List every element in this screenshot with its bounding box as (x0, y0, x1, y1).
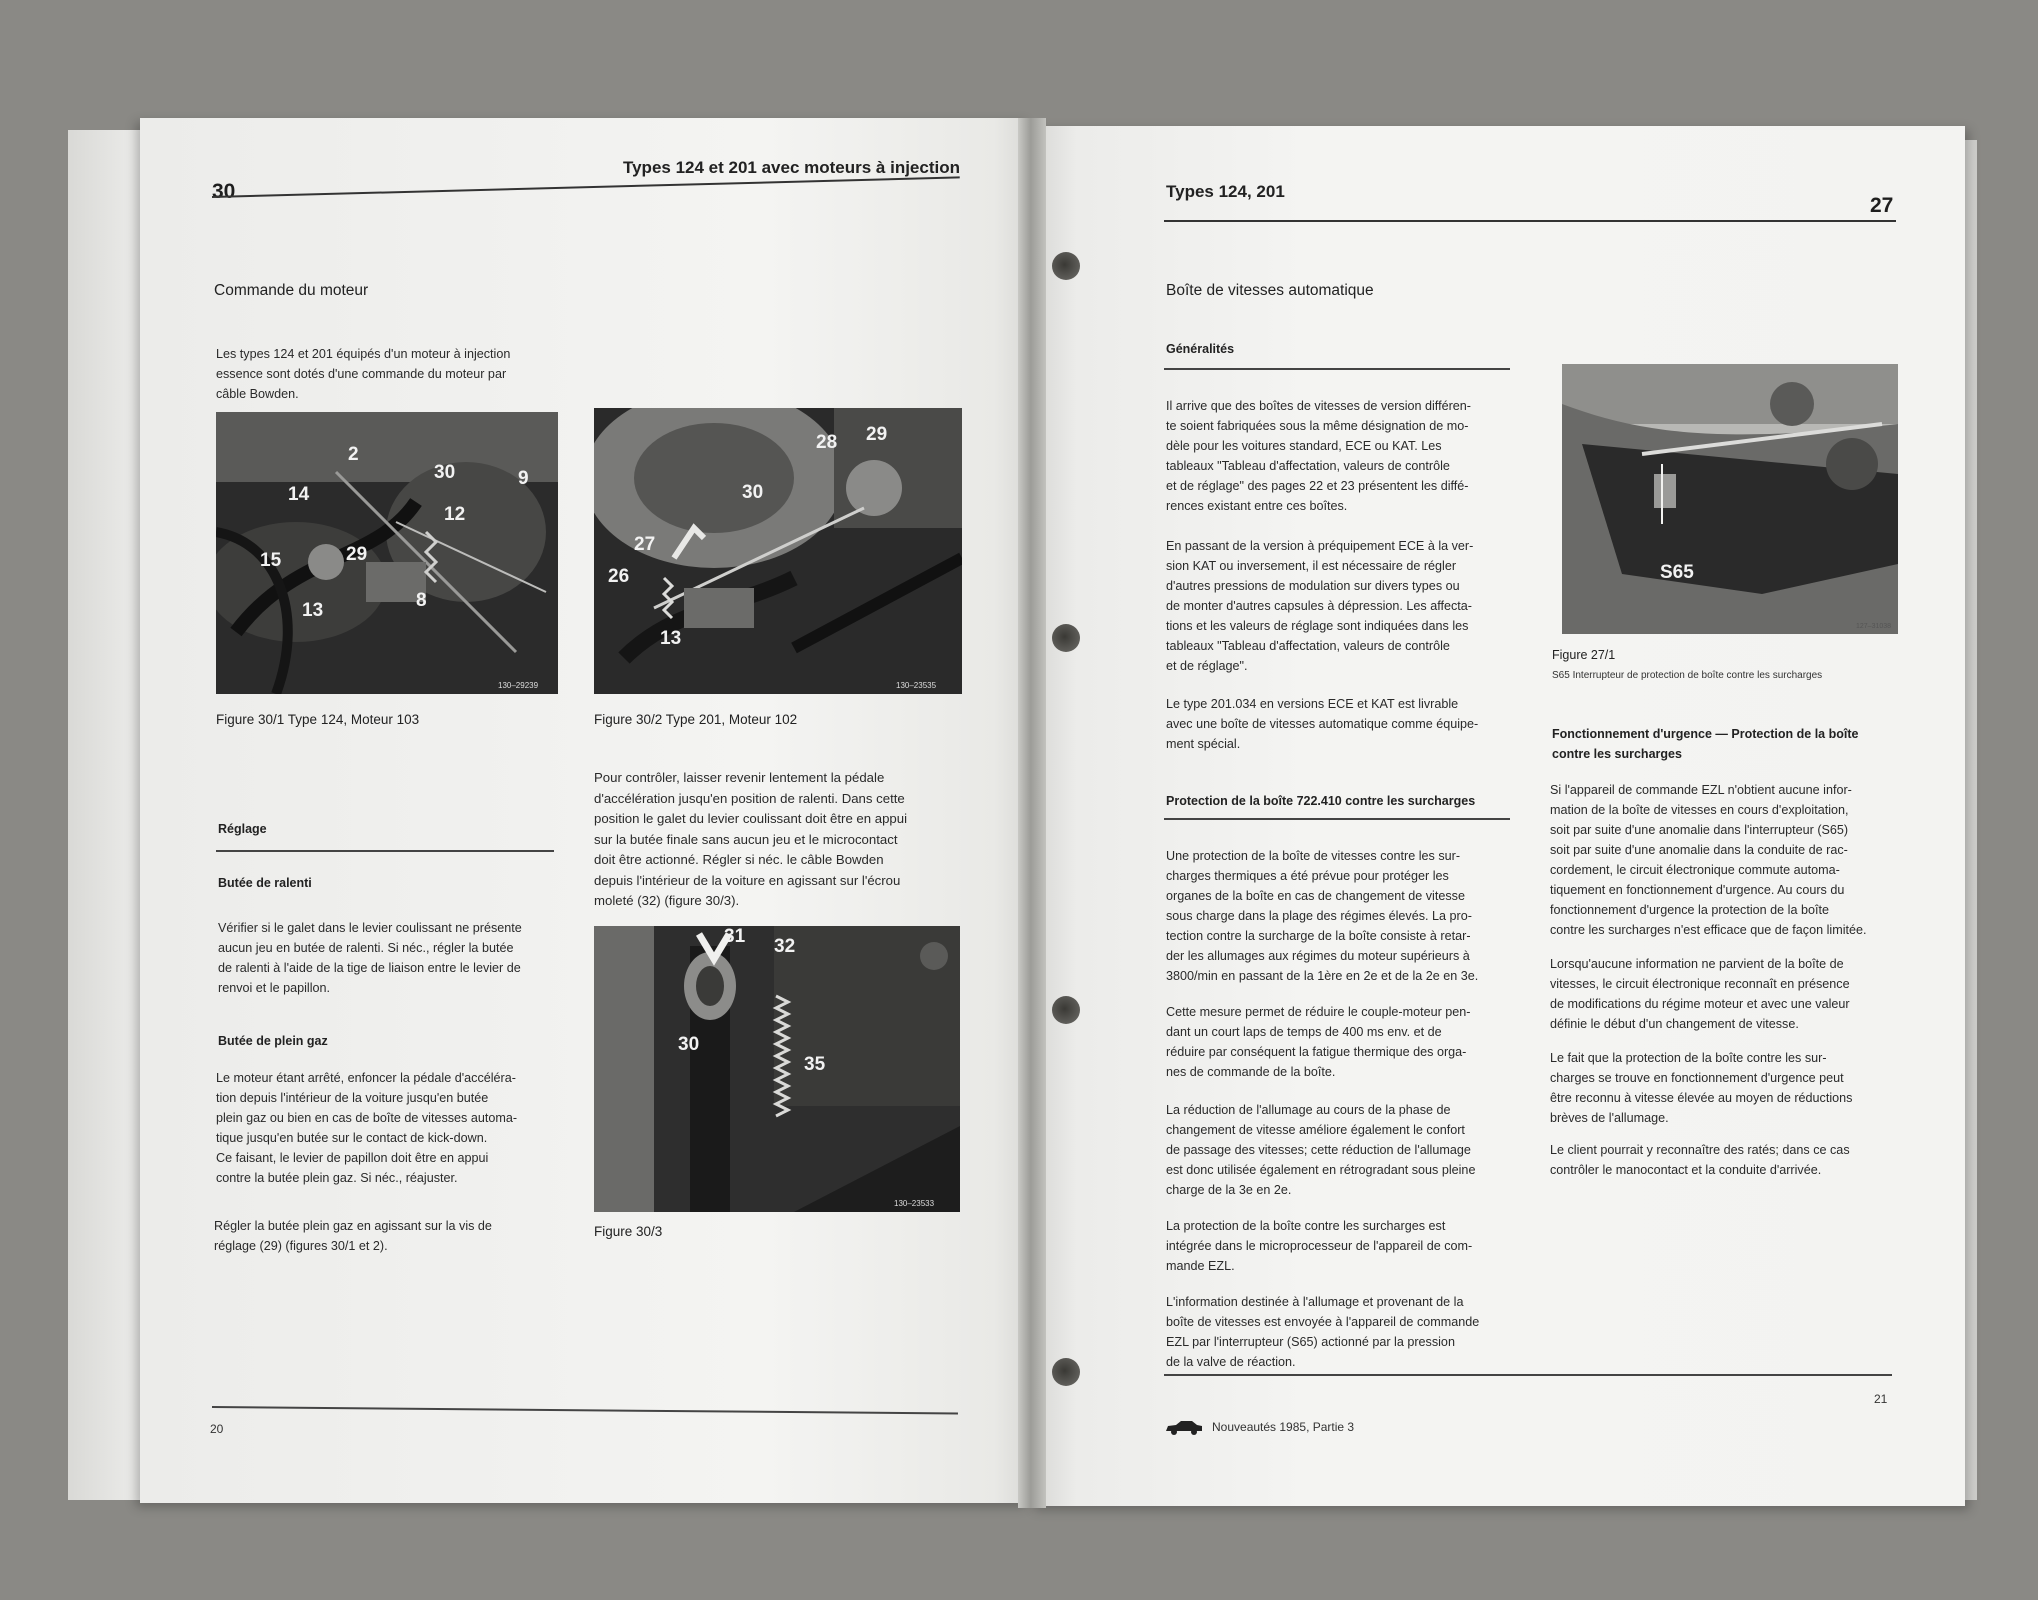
protection-paragraph-4: La protection de la boîte contre les surcharges est intégrée dans le microprocesseur de l'appareil de com- mande EZL. (1166, 1219, 1473, 1273)
pleingaz-heading: Butée de plein gaz (218, 1034, 328, 1048)
urgence-paragraph-2: Lorsqu'aucune information ne parvient de la boîte de vitesses, le circuit électronique reconnaît en présence de modifications du régime moteur et avec une valeur définie le début d'un changement de vitesse. (1550, 957, 1850, 1031)
ralenti-heading: Butée de ralenti (218, 876, 312, 890)
figure-30-2-code: 130–23535 (896, 681, 937, 690)
footer-page-number: 21 (1874, 1392, 1888, 1406)
figure-30-1-label: 9 (518, 468, 529, 489)
figure-30-1-label: 29 (346, 544, 368, 565)
figure-30-2-label: 27 (634, 534, 656, 555)
footer-title: Nouveautés 1985, Partie 3 (1212, 1420, 1355, 1434)
generalites-paragraph-2: En passant de la version à préquipement ECE à la ver- sion KAT ou inversement, il est nécessaire de régler d'autres pressions de modulation sur divers types ou de monter d'autres capsules à dépression. Les affecta- tions et les valeurs de réglage sont indiquées dans les tableaux "Tableau d'affectation, valeurs de contrôle et de réglage". (1166, 539, 1474, 673)
figure-30-2-label: 13 (660, 628, 682, 649)
figure-30-1-label: 14 (288, 484, 310, 505)
figure-30-1-label: 8 (416, 590, 427, 611)
generalites-paragraph-1: Il arrive que des boîtes de vitesses de version différen- te soient fabriquées sous la même désignation de mo- dèle pour les voitures standard, ECE ou KAT. Les tableaux "Tableau d'affectation, valeurs de contrôle et de réglage" des pages 22 et 23 présentent les diffé- rences existant entre ces boîtes. (1166, 399, 1471, 513)
urgence-heading: Fonctionnement d'urgence — Protection de la boîte contre les surcharges (1552, 727, 1859, 761)
figure-30-3-label: 35 (804, 1054, 826, 1075)
figure-30-3-code: 130–23533 (894, 1199, 935, 1208)
figure-30-1-code: 130–29239 (498, 681, 539, 690)
figure-30-3-label: 32 (774, 936, 796, 957)
footer-rule (1164, 1374, 1892, 1376)
urgence-paragraph-1: Si l'appareil de commande EZL n'obtient aucune infor- mation de la boîte de vitesses en cours d'exploitation, soit par suite d'une anomalie dans l'interrupteur (S65) soit par suite d'une anomalie dans la conduite de rac- cordement, le circuit électronique commute automa- tiquement en fonctionnement d'urgence. Au cours du fonctionnement d'urgence la protection de la boîte contre les surcharges n'est efficace que de façon limitée. (1550, 783, 1867, 937)
binder-hole (1052, 624, 1080, 652)
section-rule (1164, 368, 1510, 370)
figure-30-2-label: 26 (608, 566, 630, 587)
figure-30-3-label: 31 (724, 926, 746, 947)
page-number: 27 (1870, 194, 1894, 217)
controle-paragraph: Pour contrôler, laisser revenir lentement la pédale d'accélération jusqu'en position de ralenti. Dans cette position le galet du levier coulissant doit être en appui sur la butée finale sans aucun jeu et le microcontact doit être actionné. Régler si néc. le câble Bowden depuis l'intérieur de la voiture en agissant sur l'écrou moleté (32) (figure 30/3). (594, 770, 908, 908)
figure-30-1-label: 15 (260, 550, 282, 571)
figure-30-1-label: 30 (434, 462, 456, 483)
protection-paragraph-2: Cette mesure permet de réduire le couple-moteur pen- dant un court laps de temps de 400 ms env. et de réduire par conséquent la fatigue thermique des orga- nes de commande de la boîte. (1166, 1005, 1471, 1079)
figure-30-1-caption: Figure 30/1 Type 124, Moteur 103 (216, 712, 420, 727)
protection-paragraph-5: L'information destinée à l'allumage et provenant de la boîte de vitesses est envoyée à l'appareil de commande EZL par l'interrupteur (S65) actionné par la pression de la valve de réaction. (1166, 1295, 1480, 1369)
figure-30-1-label: 12 (444, 504, 466, 525)
urgence-paragraph-4: Le client pourrait y reconnaître des ratés; dans ce cas contrôler le manocontact et la conduite d'arrivée. (1550, 1143, 1850, 1177)
figure-27-1-code: 127–31038 (1856, 623, 1892, 630)
figure-30-3-label: 30 (678, 1034, 700, 1055)
figure-27-1-label: S65 (1660, 562, 1694, 583)
section-title: Boîte de vitesses automatique (1166, 282, 1374, 299)
figure-27-1-caption: Figure 27/1 (1552, 648, 1616, 662)
car-silhouette-icon (1164, 1418, 1204, 1436)
binder-hole (1052, 996, 1080, 1024)
figure-30-2-caption: Figure 30/2 Type 201, Moteur 102 (594, 712, 798, 727)
intro-paragraph: Les types 124 et 201 équipés d'un moteur à injection essence sont dotés d'une commande du moteur par câble Bowden. (216, 347, 511, 401)
generalites-heading: Généralités (1166, 342, 1235, 356)
page-header-title: Types 124 et 201 avec moteurs à injection (622, 158, 960, 177)
section-title: Commande du moteur (214, 282, 369, 299)
protection-heading: Protection de la boîte 722.410 contre les surcharges (1166, 794, 1476, 808)
figure-30-2-label: 28 (816, 432, 838, 453)
urgence-paragraph-3: Le fait que la protection de la boîte contre les sur- charges se trouve en fonctionnement d'urgence peut être reconnu à vitesse élevée au moyen de réductions brèves de l'allumage. (1550, 1051, 1853, 1125)
footer-page-number: 20 (210, 1422, 224, 1436)
figure-30-2-photo (594, 408, 962, 694)
left-page-stack (68, 130, 148, 1500)
figure-30-2-label: 30 (742, 482, 764, 503)
figure-30-2-label: 29 (866, 424, 888, 445)
pleingaz-paragraph: Le moteur étant arrêté, enfoncer la pédale d'accéléra- tion depuis l'intérieur de la voiture jusqu'en butée plein gaz ou bien en cas de boîte de vitesses automa- tique jusqu'en butée sur le contact de kick-down. Ce faisant, le levier de papillon doit être en appui contre la butée plein gaz. Si néc., réajuster. (216, 1071, 518, 1185)
figure-27-1-photo (1562, 364, 1898, 634)
binder-hole (1052, 252, 1080, 280)
page-header-title: Types 124, 201 (1166, 182, 1285, 201)
ralenti-paragraph: Vérifier si le galet dans le levier coulissant ne présente aucun jeu en butée de ralenti. Si néc., régler la butée de ralenti à l'aide de la tige de liaison entre le levier de renvoi et le papillon. (218, 921, 522, 995)
binder-hole (1052, 1358, 1080, 1386)
book-gutter (1018, 118, 1046, 1508)
section-rule (1164, 818, 1510, 820)
reglage-heading: Réglage (218, 822, 267, 836)
figure-27-1-legend: S65 Interrupteur de protection de boîte contre les surcharges (1552, 670, 1823, 681)
generalites-paragraph-3: Le type 201.034 en versions ECE et KAT est livrable avec une boîte de vitesses automatique comme équipe- ment spécial. (1166, 697, 1479, 751)
section-rule (216, 850, 554, 852)
figure-30-3-photo (594, 926, 960, 1212)
header-rule (1164, 220, 1896, 222)
protection-paragraph-1: Une protection de la boîte de vitesses contre les sur- charges thermiques a été prévue pour protéger les organes de la boîte en cas de changement de vitesse sous charge dans la plage des régimes élevés. La pro- tection contre la surcharge de la boîte consiste à retar- der les allumages aux régimes du moteur supérieurs à 3800/min en passant de la 1ère en 2e et de la 2e en 3e. (1166, 849, 1479, 983)
figure-30-3-caption: Figure 30/3 (594, 1224, 663, 1239)
figure-30-1-label: 2 (348, 444, 359, 465)
page-number: 30 (212, 180, 236, 203)
figure-30-1-photo (216, 412, 558, 694)
protection-paragraph-3: La réduction de l'allumage au cours de la phase de changement de vitesse améliore également le confort de passage des vitesses; cette réduction de l'allumage est donc utilisée également en rétrogradant sous pleine charge de la 3e en 2e. (1166, 1103, 1476, 1197)
figure-30-1-label: 13 (302, 600, 324, 621)
pleingaz-paragraph-2: Régler la butée plein gaz en agissant sur la vis de réglage (29) (figures 30/1 et 2). (214, 1219, 492, 1253)
